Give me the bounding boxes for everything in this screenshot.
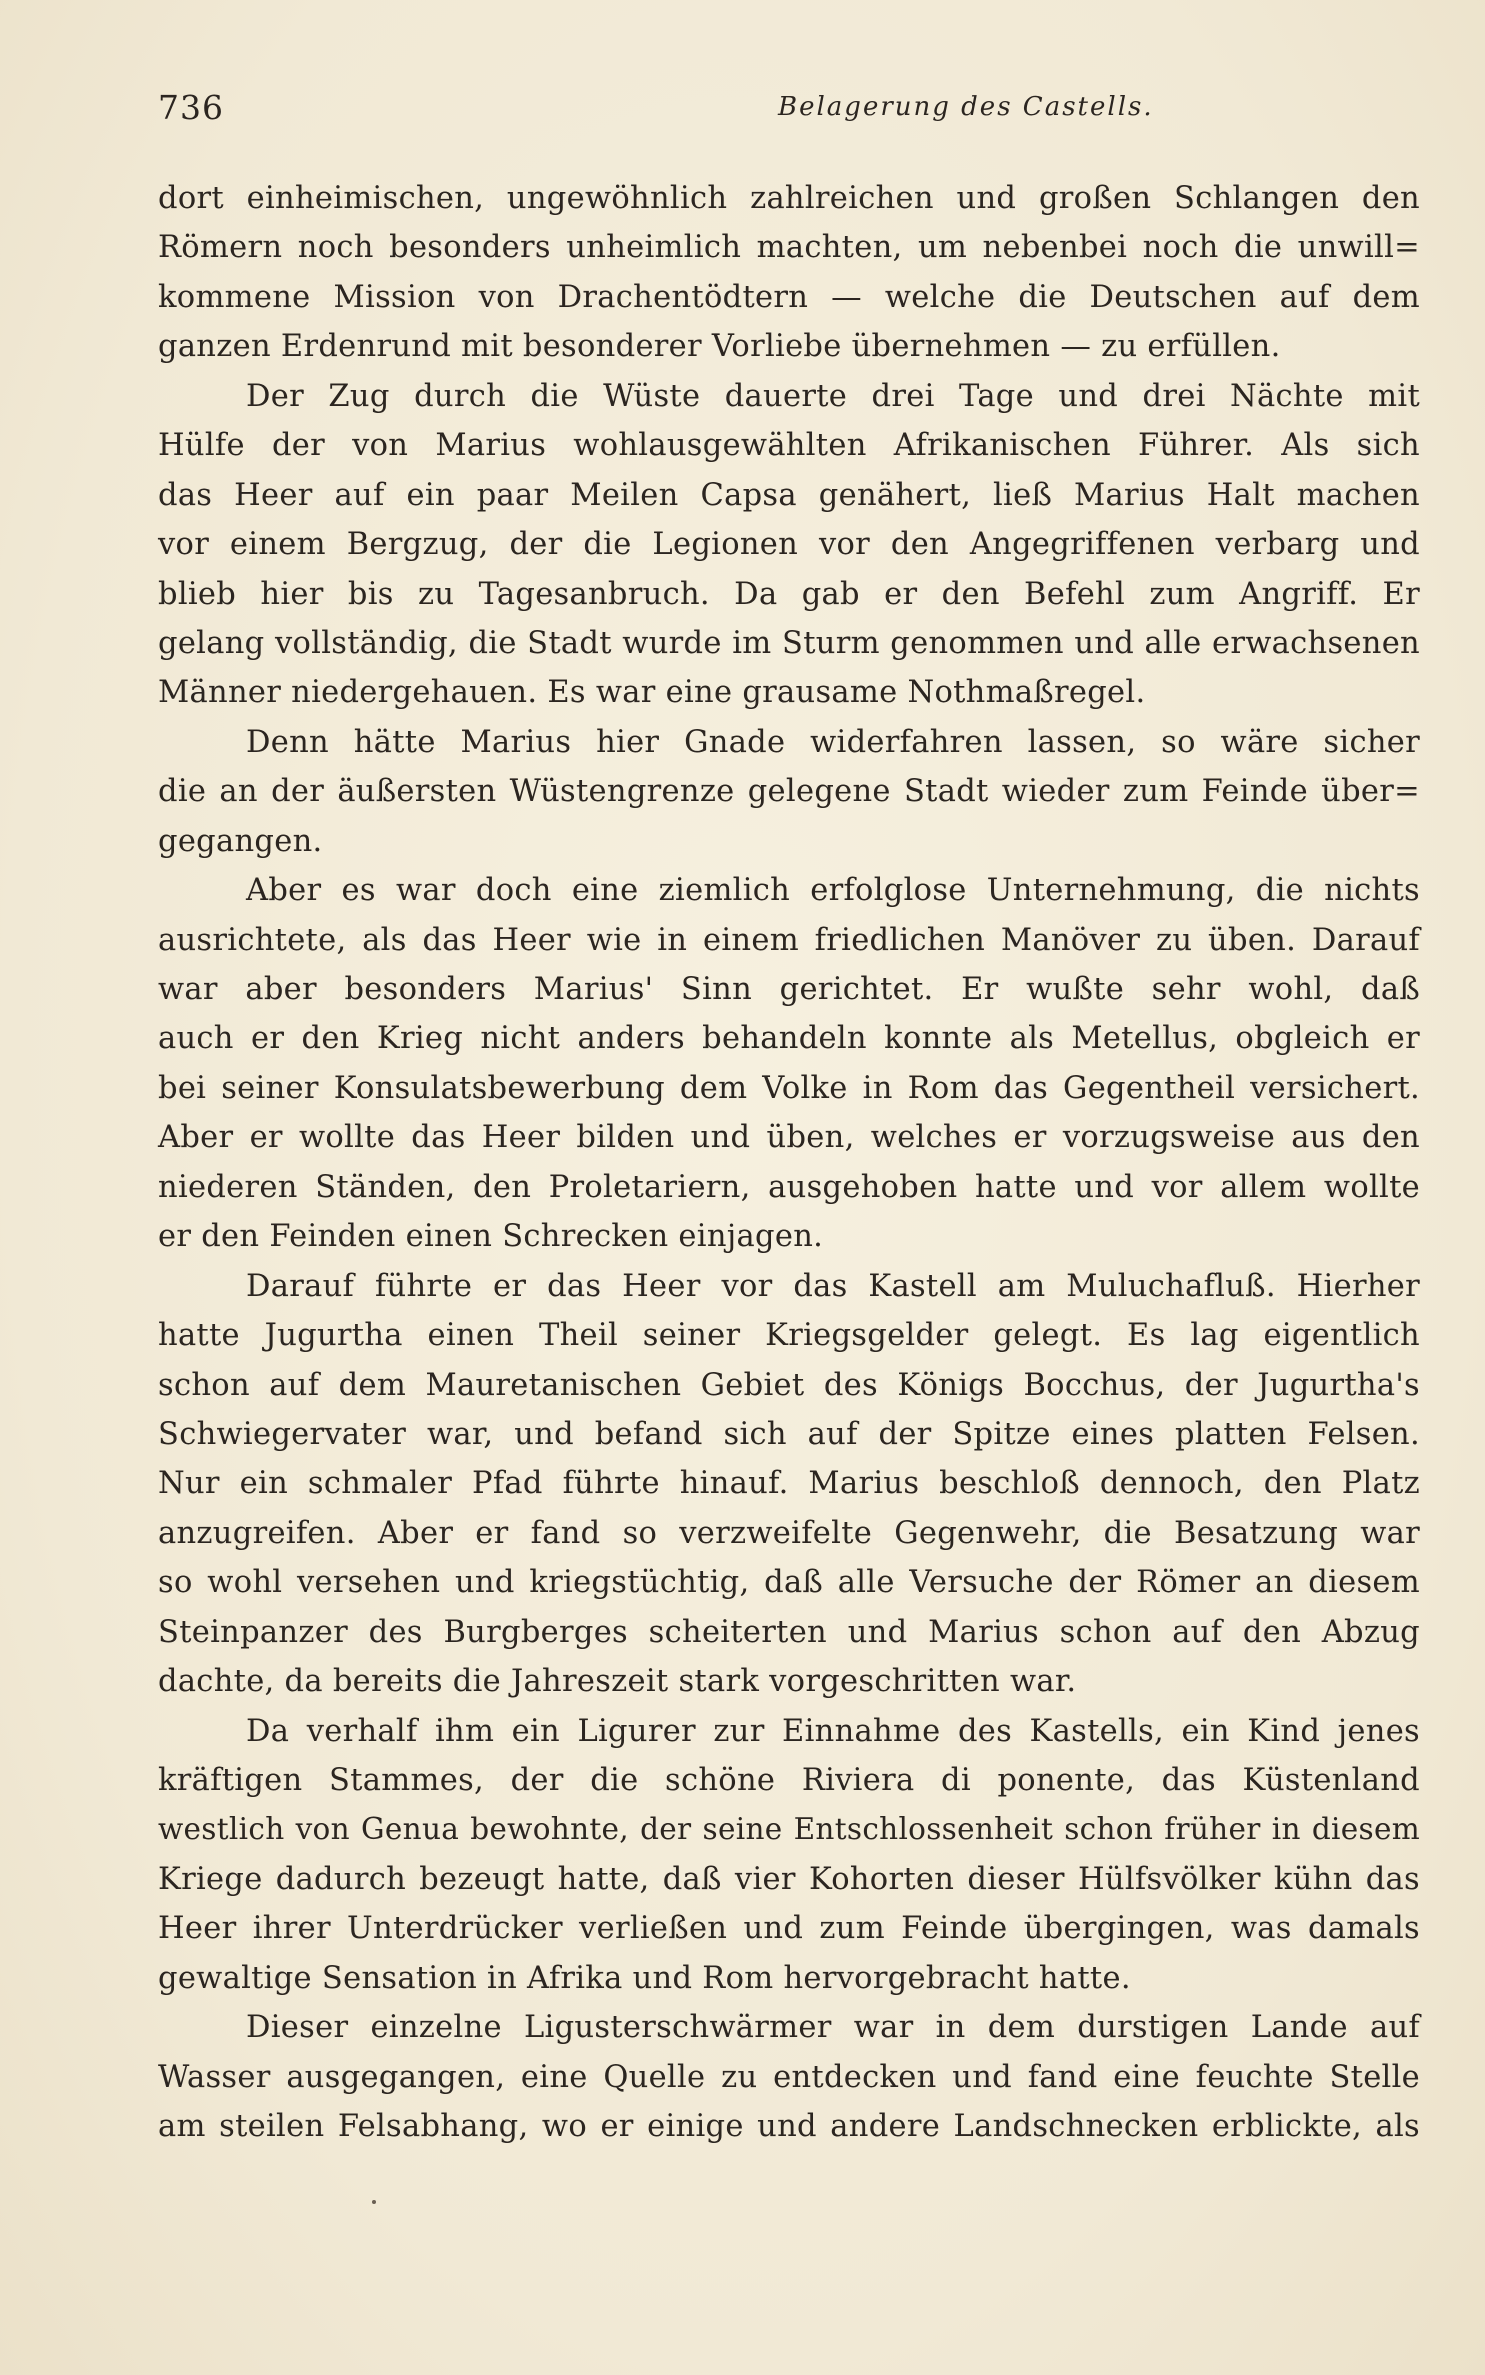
- text-line: gelang vollständig, die Stadt wurde im Sturm genommen und alle erwachsenen: [158, 625, 1420, 661]
- text-line: dort einheimischen, ungewöhnlich zahlreichen und großen Schlangen den: [158, 181, 1420, 216]
- text-line: kräftigen Stammes, der die schöne Riviera di ponente, das Küstenland: [158, 1763, 1420, 1798]
- text-line: so wohl versehen und kriegstüchtig, daß alle Versuche der Römer an diesem: [158, 1565, 1420, 1601]
- text-line: Schwiegervater war, und befand sich auf der Spitze eines platten Felsen.: [158, 1416, 1420, 1452]
- text-line: war aber besonders Marius' Sinn gerichtet. Er wußte sehr wohl, daß: [158, 972, 1420, 1007]
- text-line: am steilen Felsabhang, wo er einige und andere Landschnecken erblickte, als: [158, 2109, 1420, 2145]
- text-line: Römern noch besonders unheimlich machten, um nebenbei noch die unwill=: [158, 230, 1420, 266]
- text-line: ausrichtete, als das Heer wie in einem friedlichen Manöver zu üben. Darauf: [158, 922, 1420, 958]
- text-line: Hülfe der von Marius wohlausgewählten Afrikanischen Führer. Als sich: [158, 428, 1420, 464]
- text-line: bei seiner Konsulatsbewerbung dem Volke in Rom das Gegentheil versichert.: [158, 1070, 1420, 1106]
- text-line: Dieser einzelne Ligusterschwärmer war in dem durstigen Lande auf: [246, 2010, 1420, 2046]
- page-header: [158, 88, 1408, 132]
- text-line: die an der äußersten Wüstengrenze gelegene Stadt wieder zum Feinde über=: [158, 774, 1420, 810]
- text-line: er den Feinden einen Schrecken einjagen.: [158, 1219, 824, 1255]
- text-line: vor einem Bergzug, der die Legionen vor den Angegriffenen verbarg und: [158, 527, 1420, 563]
- page-number: 736: [158, 88, 224, 127]
- text-line: Denn hätte Marius hier Gnade widerfahren lassen, so wäre sicher: [246, 724, 1420, 760]
- text-line: Steinpanzer des Burgberges scheiterten und Marius schon auf den Abzug: [158, 1614, 1420, 1650]
- running-title: Belagerung des Castells.: [778, 92, 1154, 122]
- text-line: Männer niedergehauen. Es war eine grausame Nothmaßregel.: [158, 675, 1146, 711]
- body-text: [158, 174, 1420, 2152]
- text-line: auch er den Krieg nicht anders behandeln konnte als Metellus, obgleich er: [158, 1021, 1420, 1057]
- text-line: das Heer auf ein paar Meilen Capsa genähert, ließ Marius Halt machen: [158, 477, 1420, 513]
- text-line: anzugreifen. Aber er fand so verzweifelte Gegenwehr, die Besatzung war: [158, 1515, 1420, 1551]
- text-line: Der Zug durch die Wüste dauerte drei Tage und drei Nächte mit: [246, 378, 1420, 414]
- text-line: Darauf führte er das Heer vor das Kastell am Muluchafluß. Hierher: [246, 1268, 1420, 1304]
- text-line: Aber es war doch eine ziemlich erfolglose Unternehmung, die nichts: [246, 873, 1420, 909]
- text-line: niederen Ständen, den Proletariern, ausgehoben hatte und vor allem wollte: [158, 1169, 1420, 1205]
- text-line: hatte Jugurtha einen Theil seiner Kriegsgelder gelegt. Es lag eigentlich: [158, 1318, 1420, 1354]
- text-line: Kriege dadurch bezeugt hatte, daß vier Kohorten dieser Hülfsvölker kühn das: [158, 1861, 1420, 1897]
- stray-ink-mark: [372, 2200, 376, 2204]
- text-line: Heer ihrer Unterdrücker verließen und zum Feinde übergingen, was damals: [158, 1911, 1420, 1947]
- text-line: schon auf dem Mauretanischen Gebiet des Königs Bocchus, der Jugurtha's: [158, 1367, 1420, 1403]
- text-line: kommene Mission von Drachentödtern — welche die Deutschen auf dem: [158, 279, 1420, 315]
- text-line: ganzen Erdenrund mit besonderer Vorliebe übernehmen — zu erfüllen.: [158, 329, 1281, 365]
- text-line: gewaltige Sensation in Afrika und Rom hervorgebracht hatte.: [158, 1960, 1131, 1996]
- text-line: Aber er wollte das Heer bilden und üben, welches er vorzugsweise aus den: [158, 1120, 1420, 1156]
- text-line: Wasser ausgegangen, eine Quelle zu entdecken und fand eine feuchte Stelle: [158, 2059, 1420, 2095]
- text-line: westlich von Genua bewohnte, der seine Entschlossenheit schon früher in diesem: [158, 1812, 1420, 1847]
- text-line: Nur ein schmaler Pfad führte hinauf. Marius beschloß dennoch, den Platz: [158, 1466, 1420, 1502]
- text-line: Da verhalf ihm ein Ligurer zur Einnahme des Kastells, ein Kind jenes: [246, 1713, 1420, 1749]
- text-line: dachte, da bereits die Jahreszeit stark vorgeschritten war.: [158, 1664, 1077, 1700]
- text-line: blieb hier bis zu Tagesanbruch. Da gab er den Befehl zum Angriff. Er: [158, 576, 1420, 612]
- text-line: gegangen.: [158, 823, 323, 859]
